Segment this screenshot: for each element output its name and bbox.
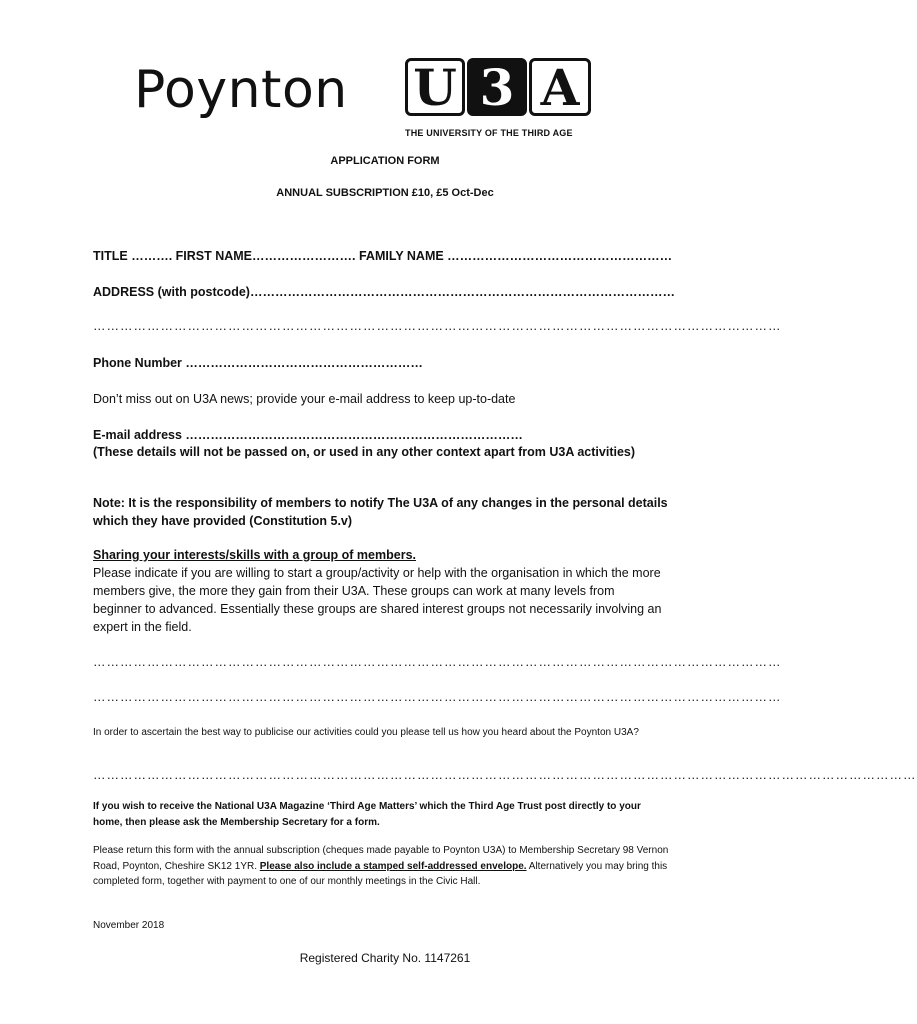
return-text-a: Please return this form with the annual subscription (cheques made payable to Poynton U3A) to Membership Secretary 98 Vernon Road, Poynton, Cheshire SK12 1YR.	[93, 845, 669, 872]
address-line[interactable]: ADDRESS (with postcode)…………………………………………………………………………………………	[93, 285, 675, 299]
phone-line[interactable]: Phone Number …………………………………………………	[93, 356, 423, 370]
logo-tagline: THE UNIVERSITY OF THE THIRD AGE	[405, 128, 573, 138]
address-line-2[interactable]: ………………………………………………………………………………………………………………………………………	[93, 319, 782, 333]
sharing-line-2[interactable]: ………………………………………………………………………………………………………………………………………	[93, 690, 782, 704]
return-text-c: Alternatively you may bring this completed form, together with payment to one of our monthly meetings in the Civic Hall.	[93, 860, 668, 887]
sharing-text: Please indicate if you are willing to start a group/activity or help with the organisation in which the more members give, the more they gain from their U3A. These groups can work at many levels from beginner to advanced. Essentially these groups are shared interest groups not necessarily involving an expert in the field.	[93, 566, 662, 634]
email-line[interactable]: E-mail address ………………………………………………………………………	[93, 428, 523, 442]
return-instructions	[93, 843, 675, 890]
return-text-envelope: Please also include a stamped self-addressed envelope.	[259, 860, 527, 872]
sharing-line-1[interactable]: ………………………………………………………………………………………………………………………………………	[93, 655, 782, 669]
magazine-text: If you wish to receive the National U3A Magazine ‘Third Age Matters’ which the Third Age Trust post directly to your home, then please ask the Membership Secretary for a form.	[93, 801, 641, 828]
privacy-note: (These details will not be passed on, or used in any other context apart from U3A activities)	[93, 445, 636, 459]
sharing-heading: Sharing your interests/skills with a group of members.	[93, 548, 416, 562]
news-text: Don’t miss out on U3A news; provide your e-mail address to keep up-to-date	[93, 392, 516, 406]
name-fields-line[interactable]: TITLE ………. FIRST NAME……………………. FAMILY NAME ………………………………………………	[93, 249, 673, 263]
logo-letter-3: 3	[467, 58, 527, 116]
form-title: APPLICATION FORM	[330, 155, 440, 167]
logo-letter-u: U	[405, 58, 465, 116]
u3a-logo	[405, 58, 591, 120]
publicise-text: In order to ascertain the best way to publicise our activities could you please tell us how you heard about the Poynton U3A?	[93, 727, 639, 738]
brand-name: Poynton	[134, 60, 348, 120]
logo-letter-a: A	[529, 58, 591, 116]
form-subtitle: ANNUAL SUBSCRIPTION £10, £5 Oct-Dec	[276, 187, 494, 199]
responsibility-note: Note: It is the responsibility of members to notify The U3A of any changes in the personal details which they have provided (Constitution 5.v)	[93, 496, 668, 528]
form-date: November 2018	[93, 920, 165, 931]
charity-number: Registered Charity No. 1147261	[299, 951, 471, 965]
publicise-line[interactable]: …………………………………………………………………………………………………………………………………………………………………	[93, 768, 917, 782]
